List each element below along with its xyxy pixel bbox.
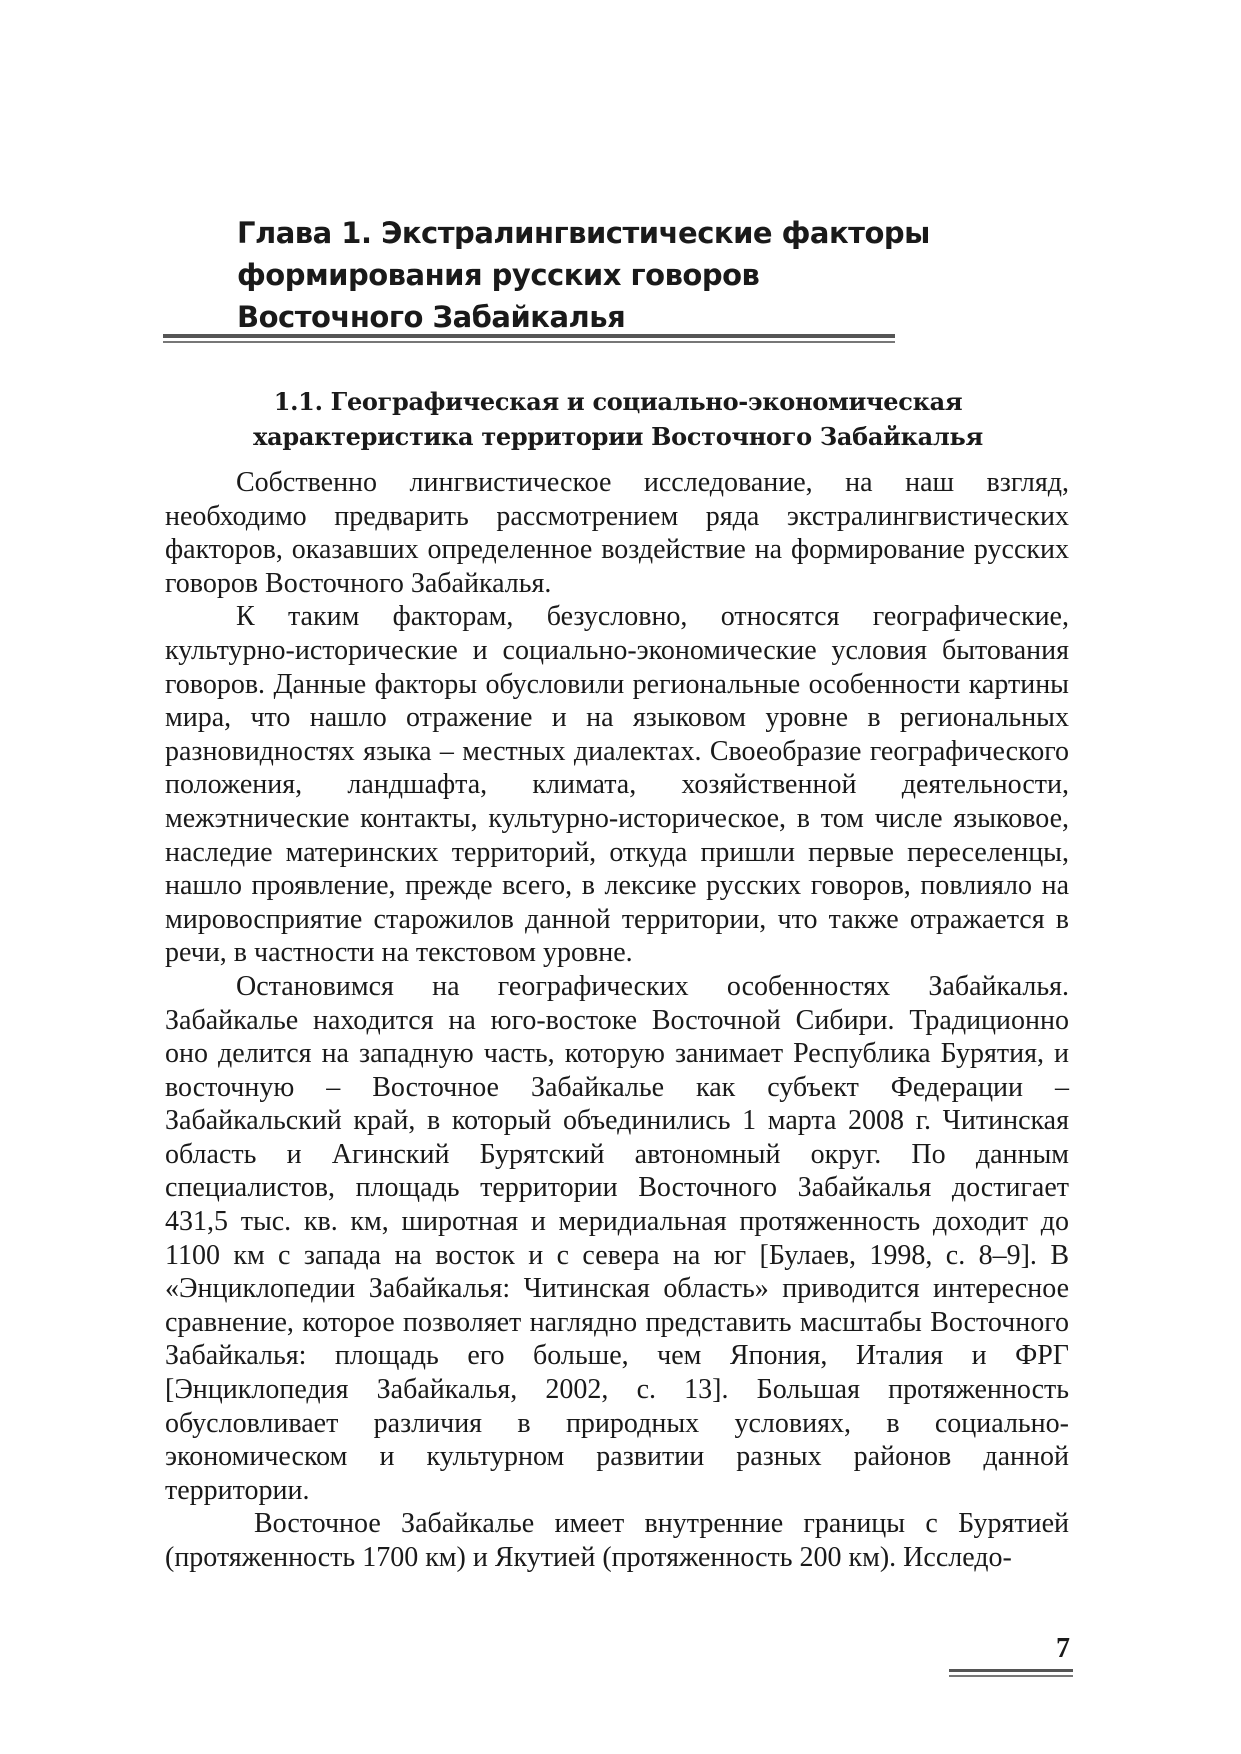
paragraph: Собственно лингвистическое исследование, на наш взгляд, необходимо предварить рассмотрением ряда экстралингвистических факторов, оказавших определенное воздействие на формирование русских говоров Восточного Забайкалья. bbox=[165, 467, 1069, 599]
section-title-line-1: 1.1. Географическая и социально-экономическая bbox=[273, 387, 963, 416]
chapter-title-divider bbox=[163, 334, 895, 344]
section-title-line-2: характеристика территории Восточного Забайкалья bbox=[253, 422, 983, 451]
body-text bbox=[165, 466, 1069, 1575]
chapter-divider-thin-line bbox=[163, 341, 895, 343]
chapter-title-line-2: формирования русских говоров bbox=[237, 258, 760, 292]
chapter-title-line-3: Восточного Забайкалья bbox=[237, 300, 626, 334]
footer-divider-thin-line bbox=[949, 1675, 1073, 1677]
paragraph: Восточное Забайкалье имеет внутренние границы с Бурятией (протяженность 1700 км) и Якутией (протяженность 200 км). Исследо- bbox=[165, 1508, 1069, 1573]
chapter-title-line-1: Глава 1. Экстралингвистические факторы bbox=[237, 216, 930, 250]
section-title bbox=[163, 384, 1073, 454]
chapter-title bbox=[237, 212, 997, 338]
footer-divider-thick-line bbox=[949, 1669, 1073, 1672]
chapter-divider-thick-line bbox=[163, 334, 895, 338]
paragraph: Остановимся на географических особенностях Забайкалья. Забайкалье находится на юго-востоке Восточной Сибири. Традиционно оно делится на западную часть, которую занимает Республика Бурятия, и восточную – Восточное Забайкалье как субъект Федерации – Забайкальский край, в который объединились 1 марта 2008 г. Читинская область и Агинский Бурятский автономный округ. По данным специалистов, площадь территории Восточного Забайкалья достигает 431,5 тыс. кв. км, широтная и меридиальная протяженность доходит до 1100 км с запада на восток и с севера на юг [Булаев, 1998, с. 8–9]. В «Энциклопедии Забайкалья: Читинская область» приводится интересное сравнение, которое позволяет наглядно представить масштабы Восточного Забайкалья: площадь его больше, чем Япония, Италия и ФРГ [Энциклопедия Забайкалья, 2002, с. 13]. Большая протяженность обусловливает различия в природных условиях, в социально-экономическом и культурном развитии разных районов данной территории. bbox=[165, 970, 1069, 1506]
page-number-divider bbox=[949, 1669, 1073, 1677]
page-number: 7 bbox=[1056, 1633, 1070, 1664]
paragraph: К таким факторам, безусловно, относятся географические, культурно-исторические и социально-экономические условия бытования говоров. Данные факторы обусловили региональные особенности картины мира, что нашло отражение и на языковом уровне в региональных разновидностях языка – местных диалектах. Своеобразие географического положения, ландшафта, климата, хозяйственной деятельности, межэтнические контакты, культурно-историческое, в том числе языковое, наследие материнских территорий, откуда пришли первые переселенцы, нашло проявление, прежде всего, в лексике русских говоров, повлияло на мировосприятие старожилов данной территории, что также отражается в речи, в частности на текстовом уровне. bbox=[165, 601, 1069, 969]
